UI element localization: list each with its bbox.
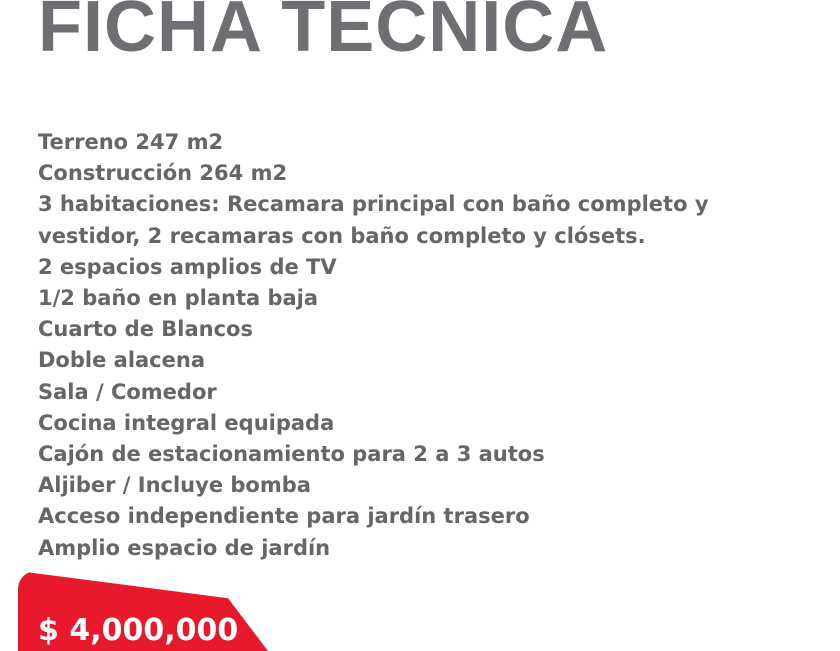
spec-item-jardin: Amplio espacio de jardín — [38, 535, 331, 560]
spec-item-blancos: Cuarto de Blancos — [38, 317, 253, 342]
page-title: FICHA TECNICA — [38, 0, 609, 67]
spec-list — [38, 127, 818, 564]
spec-item-alacena: Doble alacena — [38, 348, 205, 373]
spec-item-construccion: Construcción 264 m2 — [38, 161, 288, 186]
spec-item-estacionamiento: Cajón de estacionamiento para 2 a 3 autos — [38, 442, 545, 467]
price-label: $ 4,000,000 — [38, 613, 239, 648]
spec-item-medio-bano: 1/2 baño en planta baja — [38, 286, 319, 311]
spec-item-terreno: Terreno 247 m2 — [38, 130, 224, 154]
spec-item-habitaciones: 3 habitaciones: Recamara principal con baño completo y vestidor, 2 recamaras con baño completo y clósets. — [38, 192, 709, 248]
spec-item-cocina: Cocina integral equipada — [38, 410, 335, 435]
spec-item-acceso-jardin: Acceso independiente para jardín trasero — [38, 504, 530, 529]
spec-item-aljiber: Aljiber / Incluye bomba — [38, 473, 311, 498]
spec-item-tv: 2 espacios amplios de TV — [38, 254, 337, 279]
spec-item-sala: Sala / Comedor — [38, 379, 217, 404]
